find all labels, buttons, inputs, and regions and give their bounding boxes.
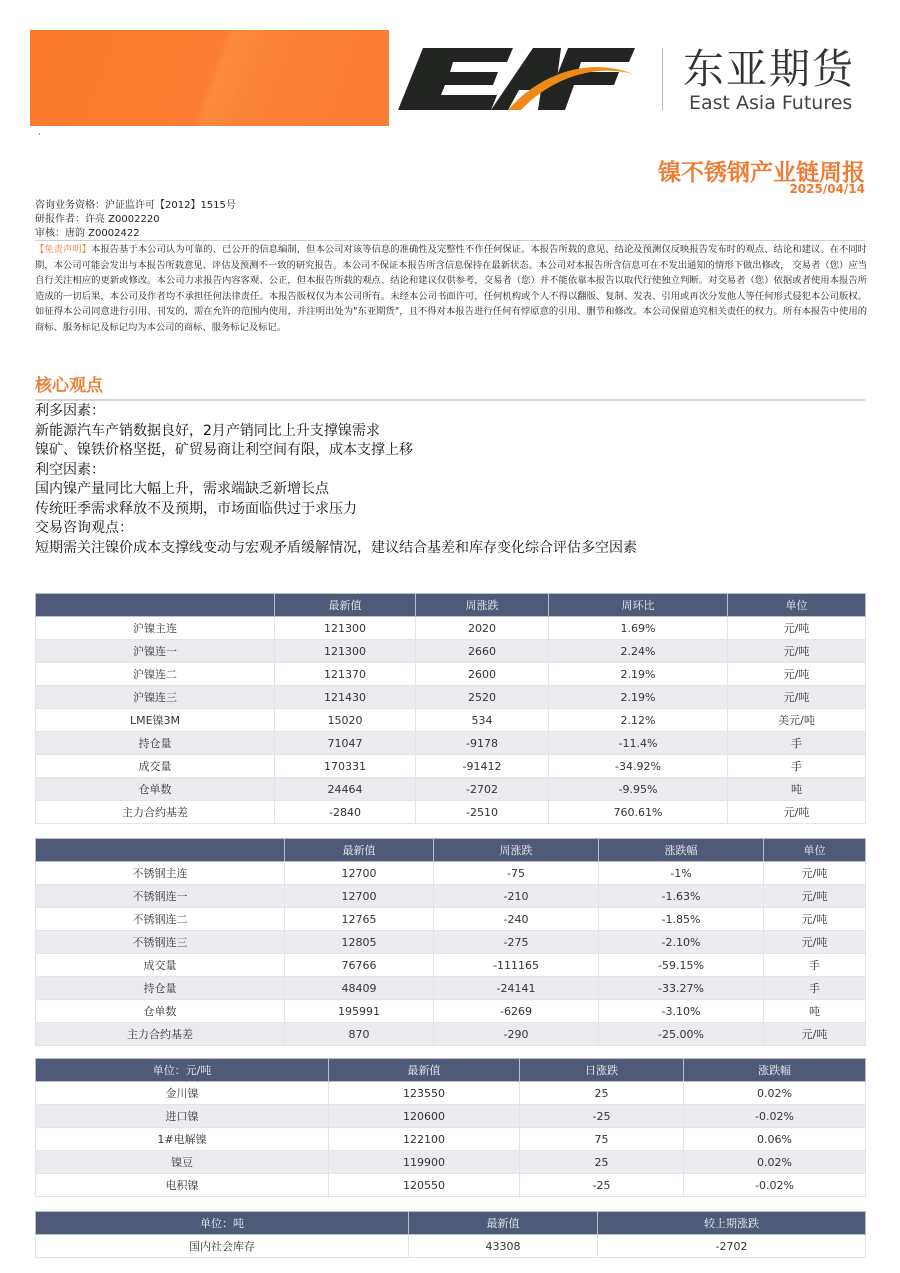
author: 研报作者：许亮 Z0002220 <box>35 214 160 225</box>
table-row <box>36 1105 866 1128</box>
table-cell: -2.10% <box>599 931 764 954</box>
column-header: 较上期涨跌 <box>598 1212 866 1235</box>
table-cell: 121370 <box>275 663 416 686</box>
table-header-row <box>36 1059 866 1082</box>
table-row <box>36 885 866 908</box>
table-cell: 75 <box>520 1128 684 1151</box>
report-title: 镍不锈钢产业链周报 <box>658 160 865 186</box>
table-row <box>36 954 866 977</box>
table-cell: 元/吨 <box>728 801 866 824</box>
table-cell: 12700 <box>285 885 434 908</box>
table-cell: 12700 <box>285 862 434 885</box>
table-row <box>36 862 866 885</box>
nickel-spot-table <box>35 1058 866 1197</box>
view-line: 国内镍产量同比大幅上升，需求端缺乏新增长点 <box>35 481 329 497</box>
table-cell: 吨 <box>764 1000 866 1023</box>
row-label: 不锈钢连一 <box>36 885 285 908</box>
view-line: 新能源汽车产销数据良好，2月产销同比上升支撑镍需求 <box>35 422 380 439</box>
table-cell: 870 <box>285 1023 434 1046</box>
table-row <box>36 1000 866 1023</box>
row-label: 沪镍连二 <box>36 663 275 686</box>
table-cell: 元/吨 <box>728 617 866 640</box>
row-label: 沪镍连三 <box>36 686 275 709</box>
disclaimer-text: 本报告基于本公司认为可靠的、已公开的信息编制，但本公司对该等信息的准确性及完整性不作任何保证。本报告所载的意见、结论及预测仅反映报告发布时的观点、结论和建议。在不同时期，本公司可能会发出与本报告所载意见、评估及预测不一致的研究报告。本公司不保证本报告所含信息保持在最新状态。本公司对本报告所含信息可在不发出通知的情形下做出修改， 交易者（您）应当自行关注相应的更新或修改。本公司力求报告内容客观、公正，但本报告所载的观点、结论和建议仅供参考，交易者（您）并不能依靠本报告以取代行使独立判断。对交易者（您）依据或者使用本报告所造成的一切后果，本公司及作者均不承担任何法律责任。本报告版权仅为本公司所有。未经本公司书面许可，任何机构或个人不得以翻版、复制、发表、引用或再次分发他人等任何形式侵犯本公司版权。如征得本公司同意进行引用、刊发的，需在允许的范围内使用，并注明出处为"东亚期货"，且不得对本报告进行任何有悖原意的引用、删节和修改。本公司保留追究相关责任的权力。所有本报告中使用的商标、服务标记及标记均为本公司的商标、服务标记及标记。 <box>35 244 867 333</box>
row-label: LME镍3M <box>36 709 275 732</box>
table-cell: -6269 <box>434 1000 599 1023</box>
table-cell: -25 <box>520 1105 684 1128</box>
table-row <box>36 1128 866 1151</box>
column-header <box>36 594 275 617</box>
table-cell: 吨 <box>728 778 866 801</box>
column-header: 最新值 <box>285 839 434 862</box>
table-cell: 121300 <box>275 640 416 663</box>
column-header: 单位 <box>764 839 866 862</box>
row-label: 电积镍 <box>36 1174 329 1197</box>
table-cell: 元/吨 <box>764 862 866 885</box>
company-name-en: East Asia Futures <box>689 92 853 114</box>
table-cell: -111165 <box>434 954 599 977</box>
table-cell: 120600 <box>329 1105 520 1128</box>
stainless-futures-table <box>35 838 866 1046</box>
column-header: 最新值 <box>409 1212 598 1235</box>
table-cell: -2702 <box>416 778 549 801</box>
nickel-futures-table <box>35 593 866 824</box>
table-cell: 43308 <box>409 1235 598 1258</box>
table-cell: 元/吨 <box>728 663 866 686</box>
table-cell: -275 <box>434 931 599 954</box>
view-line: 利多因素： <box>35 403 105 419</box>
table-cell: -3.10% <box>599 1000 764 1023</box>
table-row <box>36 1174 866 1197</box>
disclaimer <box>35 242 867 335</box>
table-cell: 760.61% <box>549 801 728 824</box>
table-cell: 48409 <box>285 977 434 1000</box>
table-cell: 24464 <box>275 778 416 801</box>
report-meta <box>35 199 236 241</box>
row-label: 不锈钢连三 <box>36 931 285 954</box>
row-label: 持仓量 <box>36 732 275 755</box>
table-cell: -59.15% <box>599 954 764 977</box>
table-cell: 2.19% <box>549 663 728 686</box>
table-cell: -9178 <box>416 732 549 755</box>
table-cell: 15020 <box>275 709 416 732</box>
table-cell: -25 <box>520 1174 684 1197</box>
table-row <box>36 709 866 732</box>
row-label: 国内社会库存 <box>36 1235 409 1258</box>
table-cell: -1.85% <box>599 908 764 931</box>
table-row <box>36 617 866 640</box>
table-cell: -0.02% <box>684 1174 866 1197</box>
table-row <box>36 778 866 801</box>
column-header <box>36 839 285 862</box>
table-cell: 76766 <box>285 954 434 977</box>
row-label: 进口镍 <box>36 1105 329 1128</box>
table-cell: 122100 <box>329 1128 520 1151</box>
column-header: 单位 <box>728 594 866 617</box>
company-name-cn: 东亚期货 <box>683 45 855 93</box>
table-row <box>36 1151 866 1174</box>
table-cell: 2020 <box>416 617 549 640</box>
table-cell: 0.02% <box>684 1082 866 1105</box>
table-cell: 元/吨 <box>764 908 866 931</box>
table-cell: -75 <box>434 862 599 885</box>
table-cell: 元/吨 <box>728 686 866 709</box>
table-row <box>36 640 866 663</box>
table-cell: -91412 <box>416 755 549 778</box>
table-cell: 0.06% <box>684 1128 866 1151</box>
table-cell: -2702 <box>598 1235 866 1258</box>
column-header: 涨跌幅 <box>599 839 764 862</box>
row-label: 不锈钢连二 <box>36 908 285 931</box>
table-header-row <box>36 594 866 617</box>
table-cell: 121430 <box>275 686 416 709</box>
table-row <box>36 755 866 778</box>
row-label: 仓单数 <box>36 1000 285 1023</box>
section-divider <box>35 399 865 401</box>
row-label: 主力合约基差 <box>36 1023 285 1046</box>
table-cell: 元/吨 <box>764 885 866 908</box>
report-date: 2025/04/14 <box>789 182 865 196</box>
table-cell: -0.02% <box>684 1105 866 1128</box>
table-row <box>36 732 866 755</box>
table-cell: 12765 <box>285 908 434 931</box>
table-cell: 手 <box>764 954 866 977</box>
table-cell: -9.95% <box>549 778 728 801</box>
row-label: 不锈钢主连 <box>36 862 285 885</box>
table-cell: 12805 <box>285 931 434 954</box>
table-cell: -290 <box>434 1023 599 1046</box>
column-header: 单位：吨 <box>36 1212 409 1235</box>
view-line: 交易咨询观点： <box>35 520 133 536</box>
table-cell: 元/吨 <box>764 931 866 954</box>
table-row <box>36 977 866 1000</box>
column-header: 单位：元/吨 <box>36 1059 329 1082</box>
table-cell: 手 <box>728 732 866 755</box>
reviewer: 审核：唐韵 Z0002422 <box>35 228 140 239</box>
divider <box>35 240 865 241</box>
logo-divider <box>662 48 663 110</box>
table-row <box>36 1023 866 1046</box>
table-cell: 170331 <box>275 755 416 778</box>
dot-mark: · <box>38 130 41 140</box>
column-header: 周涨跌 <box>416 594 549 617</box>
table-header-row <box>36 839 866 862</box>
table-cell: 美元/吨 <box>728 709 866 732</box>
table-header-row <box>36 1212 866 1235</box>
table-row <box>36 663 866 686</box>
table-cell: 2.12% <box>549 709 728 732</box>
view-line: 传统旺季需求释放不及预期，市场面临供过于求压力 <box>35 500 357 517</box>
column-header: 涨跌幅 <box>684 1059 866 1082</box>
column-header: 周涨跌 <box>434 839 599 862</box>
row-label: 沪镍连一 <box>36 640 275 663</box>
table-cell: 534 <box>416 709 549 732</box>
row-label: 金川镍 <box>36 1082 329 1105</box>
table-cell: 25 <box>520 1151 684 1174</box>
table-cell: 2.24% <box>549 640 728 663</box>
column-header: 最新值 <box>329 1059 520 1082</box>
table-row <box>36 931 866 954</box>
table-cell: -34.92% <box>549 755 728 778</box>
view-line: 短期需关注镍价成本支撑线变动与宏观矛盾缓解情况，建议结合基差和库存变化综合评估多空因素 <box>35 539 637 556</box>
row-label: 仓单数 <box>36 778 275 801</box>
table-row <box>36 686 866 709</box>
column-header: 日涨跌 <box>520 1059 684 1082</box>
table-cell: -1.63% <box>599 885 764 908</box>
table-cell: 手 <box>728 755 866 778</box>
row-label: 沪镍主连 <box>36 617 275 640</box>
table-row <box>36 801 866 824</box>
table-cell: 2.19% <box>549 686 728 709</box>
table-cell: 元/吨 <box>728 640 866 663</box>
row-label: 成交量 <box>36 954 285 977</box>
view-line: 利空因素： <box>35 461 105 478</box>
table-cell: 2660 <box>416 640 549 663</box>
core-views-list <box>35 402 637 558</box>
table-row <box>36 908 866 931</box>
table-cell: 2600 <box>416 663 549 686</box>
table-cell: 2520 <box>416 686 549 709</box>
table-cell: -2510 <box>416 801 549 824</box>
row-label: 1#电解镍 <box>36 1128 329 1151</box>
row-label: 持仓量 <box>36 977 285 1000</box>
table-cell: 121300 <box>275 617 416 640</box>
table-cell: 0.02% <box>684 1151 866 1174</box>
table-cell: 元/吨 <box>764 1023 866 1046</box>
table-cell: 123550 <box>329 1082 520 1105</box>
table-cell: 25 <box>520 1082 684 1105</box>
inventory-table <box>35 1211 866 1258</box>
column-header: 最新值 <box>275 594 416 617</box>
section-title-core-views: 核心观点 <box>35 376 103 396</box>
table-cell: -33.27% <box>599 977 764 1000</box>
table-cell: -11.4% <box>549 732 728 755</box>
table-cell: -210 <box>434 885 599 908</box>
table-cell: -1% <box>599 862 764 885</box>
table-cell: 120550 <box>329 1174 520 1197</box>
table-cell: 1.69% <box>549 617 728 640</box>
qualification: 咨询业务资格：沪证监许可【2012】1515号 <box>35 200 236 211</box>
column-header: 周环比 <box>549 594 728 617</box>
table-cell: 119900 <box>329 1151 520 1174</box>
table-cell: -24141 <box>434 977 599 1000</box>
row-label: 成交量 <box>36 755 275 778</box>
table-row <box>36 1235 866 1258</box>
table-cell: 手 <box>764 977 866 1000</box>
table-cell: -240 <box>434 908 599 931</box>
row-label: 镍豆 <box>36 1151 329 1174</box>
header-banner <box>30 30 389 126</box>
table-cell: -2840 <box>275 801 416 824</box>
table-cell: -25.00% <box>599 1023 764 1046</box>
view-line: 镍矿、镍铁价格坚挺，矿贸易商让利空间有限，成本支撑上移 <box>35 442 413 458</box>
row-label: 主力合约基差 <box>36 801 275 824</box>
table-cell: 195991 <box>285 1000 434 1023</box>
table-row <box>36 1082 866 1105</box>
disclaimer-tag: 【免责声明】 <box>35 244 92 255</box>
table-cell: 71047 <box>275 732 416 755</box>
